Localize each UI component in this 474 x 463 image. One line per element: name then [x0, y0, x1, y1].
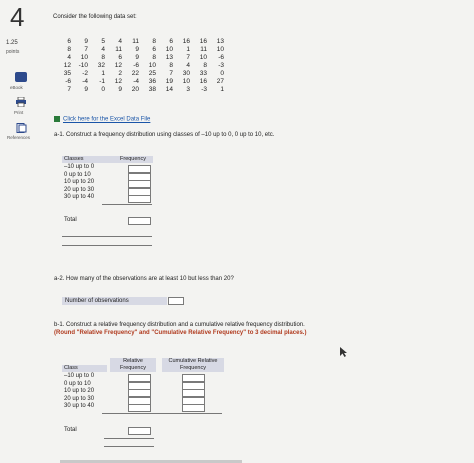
data-cell: -6: [65, 78, 71, 85]
a2-text: How many of the observations are at least 10 but less than 20?: [66, 276, 234, 282]
a1-divider: [102, 204, 152, 205]
data-cell: 16: [182, 38, 190, 45]
data-set-table: [54, 38, 224, 94]
prompt-text: Consider the following data set:: [53, 14, 137, 20]
data-cell: 4: [101, 46, 105, 53]
data-cell: 9: [135, 46, 139, 53]
observations-input[interactable]: [168, 297, 184, 305]
data-cell: 1: [220, 86, 224, 93]
b1-total-divider-2: [104, 446, 154, 447]
data-row: [54, 78, 224, 86]
frequency-input[interactable]: [128, 195, 151, 203]
data-row: [54, 86, 224, 94]
relative-frequency-header: Relative Frequency: [110, 358, 156, 372]
ebook-icon[interactable]: [15, 72, 27, 82]
data-cell: 7: [84, 46, 88, 53]
class-label: 0 up to 10: [64, 171, 91, 178]
data-cell: 1: [186, 46, 190, 53]
b1-label: b-1.: [54, 322, 65, 328]
data-cell: 12: [114, 62, 122, 69]
data-cell: 10: [80, 54, 88, 61]
data-cell: 6: [169, 38, 173, 45]
data-cell: 10: [199, 54, 207, 61]
a1-text: Construct a frequency distribution using classes of –10 up to 0, 0 up to 10, etc.: [66, 132, 275, 138]
data-cell: 13: [165, 54, 173, 61]
excel-data-link[interactable]: [54, 116, 150, 123]
b1-total-input[interactable]: [128, 427, 151, 435]
observations-label: Number of observations: [62, 297, 167, 305]
data-cell: 30: [182, 70, 190, 77]
data-cell: 4: [118, 38, 122, 45]
data-cell: -3: [201, 86, 207, 93]
data-row: [54, 38, 224, 46]
class-label: –10 up to 0: [64, 373, 95, 379]
points-value: 1.25: [6, 40, 18, 46]
data-cell: 6: [118, 54, 122, 61]
data-cell: 14: [165, 86, 173, 93]
data-cell: 10: [216, 46, 224, 53]
data-cell: 25: [148, 70, 156, 77]
data-cell: -6: [133, 62, 139, 69]
data-cell: -3: [218, 62, 224, 69]
data-cell: 12: [63, 62, 71, 69]
class-label: 0 up to 10: [64, 380, 91, 387]
data-cell: 19: [165, 78, 173, 85]
data-cell: 11: [115, 46, 122, 53]
class-label: 30 up to 40: [64, 194, 95, 200]
data-cell: 8: [152, 38, 156, 45]
question-number: 4: [10, 2, 25, 32]
a2-label: a-2.: [54, 276, 65, 282]
data-cell: -2: [82, 70, 88, 77]
data-cell: 2: [118, 70, 122, 77]
data-cell: 4: [186, 62, 190, 69]
data-cell: 5: [101, 38, 105, 45]
class-label: 10 up to 20: [64, 388, 95, 394]
class-label: 20 up to 30: [64, 186, 95, 193]
b1-divider: [102, 413, 222, 414]
ebook-link[interactable]: eBook: [10, 85, 23, 90]
data-cell: 11: [132, 38, 139, 45]
a1-class-list: [64, 164, 94, 202]
sidebar: [0, 0, 42, 463]
data-cell: 13: [216, 38, 224, 45]
data-cell: -4: [82, 78, 88, 85]
data-cell: 7: [186, 54, 190, 61]
a1-total-label: Total: [64, 217, 77, 223]
data-cell: 1: [101, 70, 105, 77]
data-cell: -6: [218, 54, 224, 61]
excel-link-text[interactable]: Click here for the Excel Data File: [63, 116, 151, 123]
references-link[interactable]: References: [7, 135, 31, 140]
data-cell: 0: [220, 70, 224, 77]
data-cell: 9: [135, 54, 139, 61]
data-cell: 10: [148, 62, 156, 69]
data-cell: 27: [216, 78, 224, 85]
mouse-cursor-icon: [340, 347, 348, 357]
data-cell: 20: [131, 86, 139, 93]
points-label: points: [6, 49, 20, 55]
question-content: [50, 0, 474, 463]
data-cell: 38: [148, 86, 156, 93]
b1-text: Construct a relative frequency distribution and a cumulative relative frequency distribution.: [66, 322, 305, 328]
data-row: [54, 46, 224, 54]
data-cell: -1: [99, 78, 105, 85]
print-link[interactable]: Print: [14, 110, 24, 115]
data-cell: 8: [67, 46, 71, 53]
a1-label: a-1.: [54, 132, 65, 138]
b1-class-list: [64, 373, 94, 411]
data-cell: 7: [67, 86, 71, 93]
data-cell: -10: [78, 62, 88, 69]
a2-question: [54, 276, 234, 284]
data-cell: 10: [165, 46, 173, 53]
excel-file-icon: [54, 116, 60, 122]
data-cell: 10: [182, 78, 190, 85]
b1-total-divider: [104, 438, 154, 439]
b1-rounding-note: (Round "Relative Frequency" and "Cumulative Relative Frequency" to 3 decimal places.): [54, 329, 307, 336]
references-icon[interactable]: [15, 123, 27, 133]
class-label: –10 up to 0: [64, 164, 95, 170]
class-label: 10 up to 20: [64, 179, 95, 185]
cumulative-frequency-header: Cumulative Relative Frequency: [162, 358, 224, 372]
data-cell: 8: [169, 62, 173, 69]
data-row: [54, 62, 224, 70]
class-header: Class: [62, 365, 107, 372]
data-cell: 8: [152, 54, 156, 61]
a1-total-divider: [62, 236, 152, 237]
class-label: 30 up to 40: [64, 403, 95, 409]
data-cell: 16: [199, 38, 207, 45]
b1-question: [54, 322, 314, 337]
a1-total-divider-2: [62, 245, 152, 246]
data-cell: 11: [200, 46, 207, 53]
data-cell: 9: [84, 38, 88, 45]
a1-question: [54, 132, 274, 140]
data-cell: 33: [199, 70, 207, 77]
data-cell: 6: [152, 46, 156, 53]
data-cell: 0: [101, 86, 105, 93]
data-cell: 7: [169, 70, 173, 77]
data-cell: 32: [97, 62, 105, 69]
data-cell: 36: [148, 78, 156, 85]
class-label: 20 up to 30: [64, 395, 95, 402]
data-cell: 6: [67, 38, 71, 45]
frequency-header: Frequency: [118, 156, 153, 163]
data-row: [54, 54, 224, 62]
classes-header: Classes: [62, 156, 118, 163]
data-cell: 16: [199, 78, 207, 85]
print-icon[interactable]: [15, 97, 27, 107]
data-cell: 9: [84, 86, 88, 93]
data-cell: 35: [63, 70, 71, 77]
data-row: [54, 70, 224, 78]
data-cell: 4: [67, 54, 71, 61]
data-cell: 12: [114, 78, 122, 85]
data-cell: -4: [133, 78, 139, 85]
data-cell: 22: [131, 70, 139, 77]
data-cell: 8: [203, 62, 207, 69]
data-cell: 8: [101, 54, 105, 61]
data-cell: 3: [186, 86, 190, 93]
a1-total-input[interactable]: [128, 217, 151, 225]
cumulative-frequency-input[interactable]: [182, 404, 205, 412]
b1-total-label: Total: [64, 427, 77, 433]
relative-frequency-input[interactable]: [128, 404, 151, 412]
data-cell: 9: [118, 86, 122, 93]
